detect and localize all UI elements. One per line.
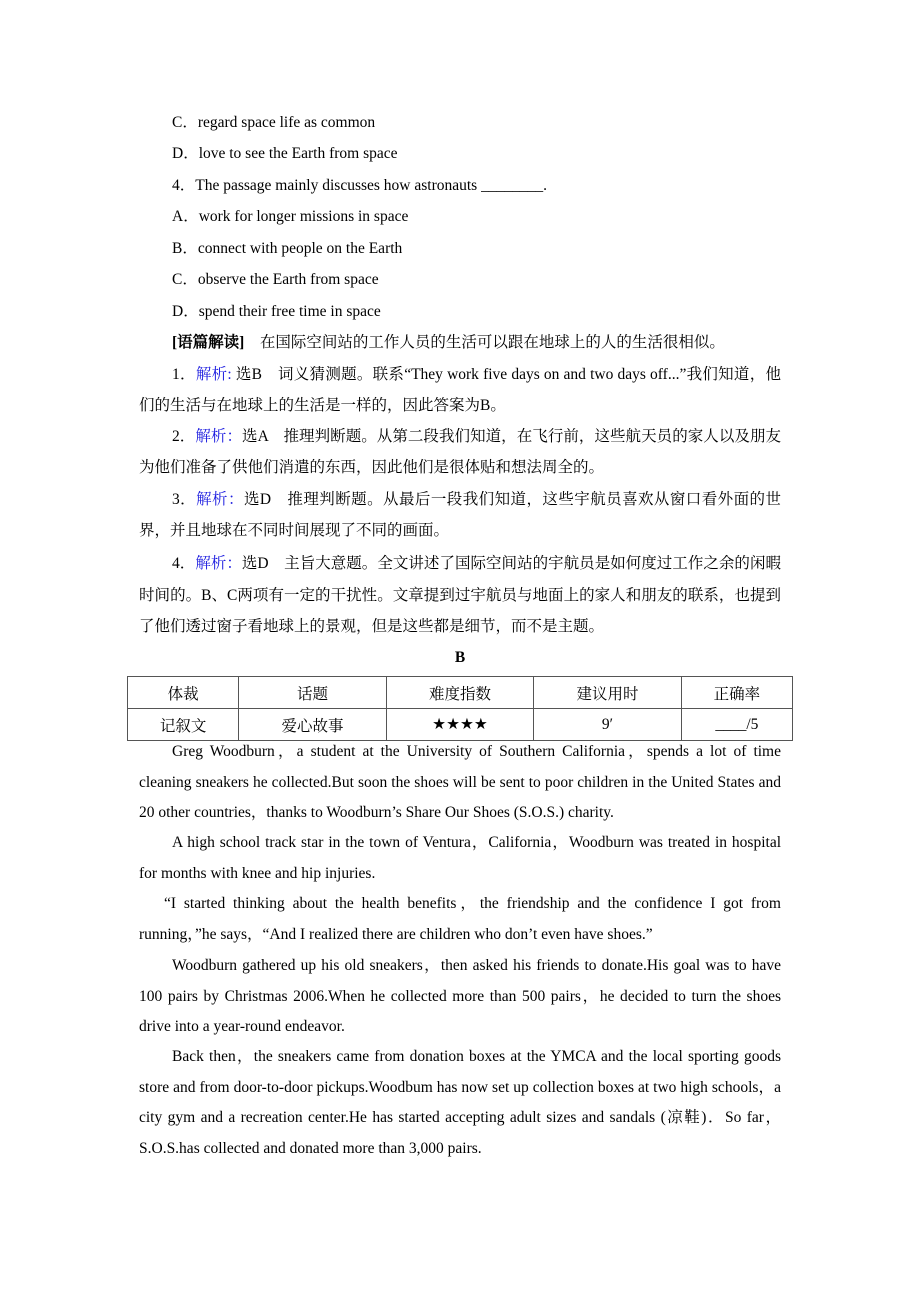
passage-paragraph: A high school track star in the town of Ventura，California，Woodburn was treated in hospital for months with knee and hip injuries. [139,834,781,882]
analysis-text: 选D 推理判断题。从最后一段我们知道，这些宇航员喜欢从窗口看外面的世界，并且地球在不同时间展现了不同的画面。 [139,491,781,539]
q4-option-c: C．observe the Earth from space [172,271,379,288]
difficulty-stars: ★★★★ [386,709,534,741]
table-cell: 9′ [534,709,682,741]
table-header: 话题 [239,677,387,709]
summary-label: [语篇解读] [172,334,245,351]
table-header: 正确率 [681,677,792,709]
analysis-keyword: 解析： [195,428,243,445]
passage-summary [139,327,781,358]
analysis-number: 4． [172,555,196,572]
q3-option-c: C．regard space life as common [172,114,376,131]
q4-option-b: B．connect with people on the Earth [172,240,403,257]
analysis-number: 3． [172,491,197,508]
analysis-4 [139,548,781,643]
table-cell: 记叙文 [128,709,239,741]
analysis-number: 1． [172,366,196,383]
table-cell: ____/5 [681,709,792,741]
q3-option-d: D．love to see the Earth from space [172,145,398,162]
analysis-3 [139,484,781,546]
table-header-row [128,677,793,709]
table-cell: 爱心故事 [239,709,387,741]
analysis-text: 选D 主旨大意题。全文讲述了国际空间站的宇航员是如何度过工作之余的闲暇时间的。B、C两项有一定的干扰性。文章提到过宇航员与地面上的家人和朋友的联系，也提到了他们透过窗子看地球上的景观，但是这些都是细节，而不是主题。 [139,555,781,635]
table-header: 难度指数 [386,677,534,709]
info-table [127,676,793,741]
q4-option-d: D．spend their free time in space [172,303,381,320]
passage-paragraph: Woodburn gathered up his old sneakers，then asked his friends to donate.His goal was to have 100 pairs by Christmas 2006.When he collected more than 500 pairs，he decided to turn the shoes drive into a year-round endeavor. [139,957,781,1035]
analysis-keyword: 解析: [195,366,232,383]
table-header: 体裁 [128,677,239,709]
passage-paragraph: Back then，the sneakers came from donation boxes at the YMCA and the local sporting goods store and from door-to-door pickups.Woodbum has now set up collection boxes at two high schools，a city gym and a recreation center.He has started accepting adult sizes and sandals (凉鞋)．So far，S.O.S.has collected and donated more than 3,000 pairs. [139,1048,781,1157]
passage-paragraph: “I started thinking about the health benefits，the friendship and the confidence I got from running，”he says，“And I realized there are children who don’t even have shoes.” [139,895,781,943]
analysis-keyword: 解析： [196,491,244,508]
analysis-text: 选B 词义猜测题。联系“They work five days on and two days off...”我们知道，他们的生活与在地球上的生活是一样的，因此答案为B。 [139,366,781,414]
section-title: B [454,649,466,666]
passage-paragraph: Greg Woodburn，a student at the University of Southern California，spends a lot of time cleaning sneakers he collected.But soon the shoes will be sent to poor children in the United States and 20 other countries，thanks to Woodburn’s Share Our Shoes (S.O.S.) charity. [139,743,781,821]
analysis-2 [139,421,781,483]
q4-stem: 4．The passage mainly discusses how astronauts ________. [172,177,547,194]
analysis-keyword: 解析： [195,555,242,572]
analysis-1 [139,359,781,421]
table-header: 建议用时 [534,677,682,709]
summary-text: 在国际空间站的工作人员的生活可以跟在地球上的人的生活很相似。 [244,334,725,351]
q4-option-a: A．work for longer missions in space [172,208,409,225]
table-row [128,709,793,741]
analysis-number: 2． [172,428,196,445]
analysis-text: 选A 推理判断题。从第二段我们知道，在飞行前，这些航天员的家人以及朋友为他们准备了供他们消遣的东西，因此他们是很体贴和想法周全的。 [139,428,781,476]
